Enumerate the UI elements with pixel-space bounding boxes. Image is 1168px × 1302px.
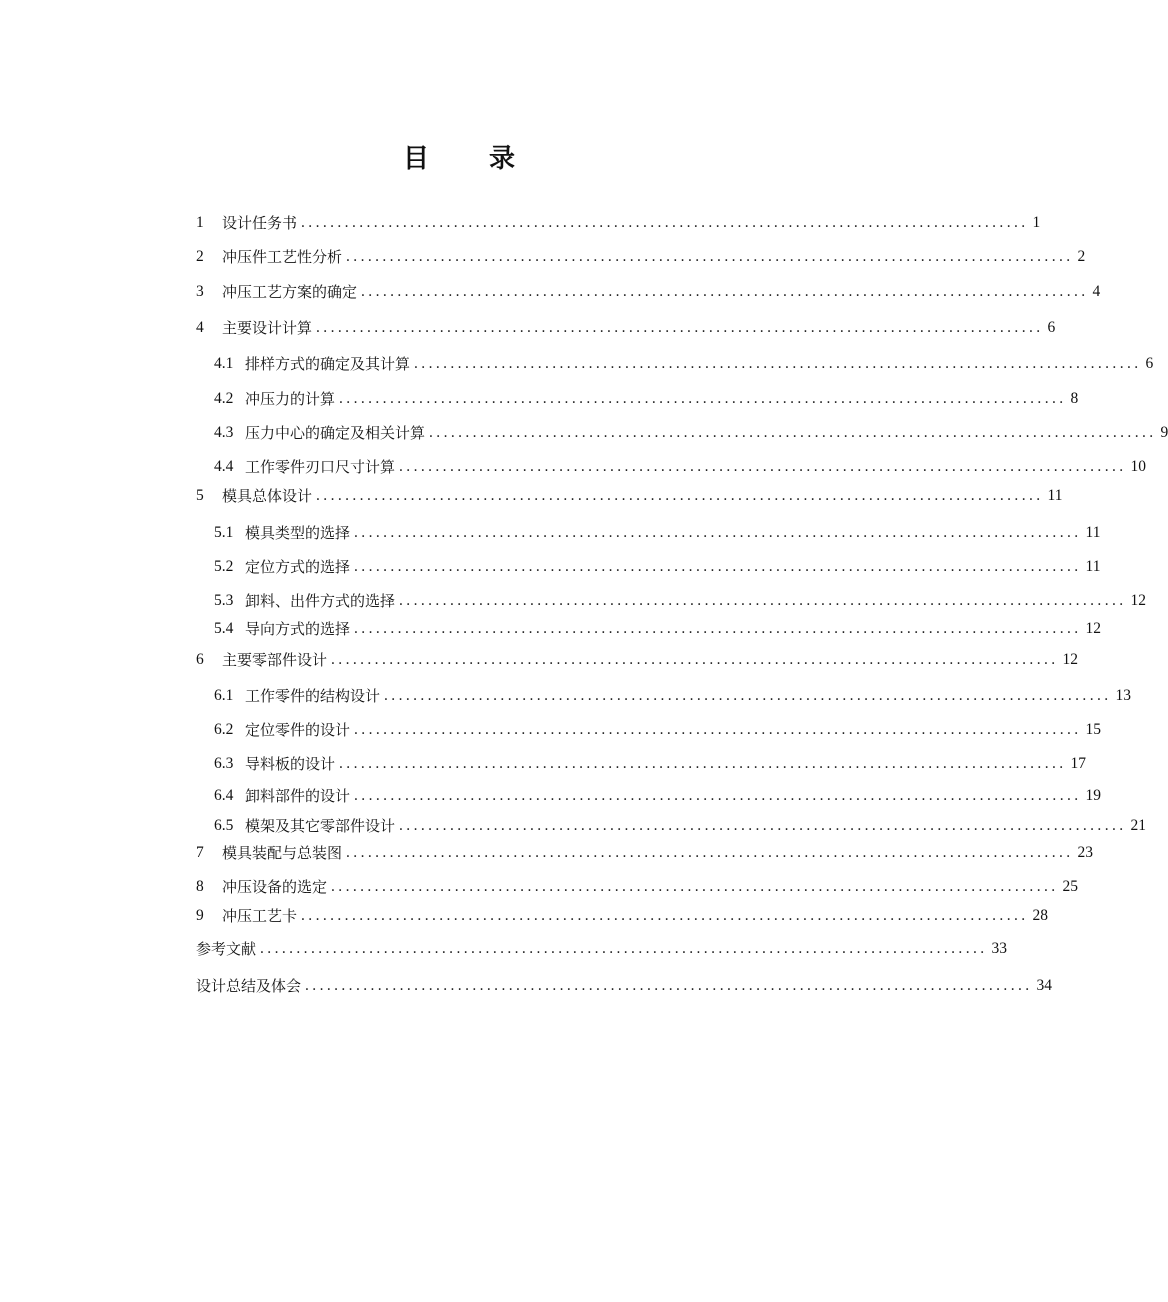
toc-entry-number: 2 — [196, 248, 204, 265]
toc-entry-number: 5 — [196, 487, 204, 504]
toc-entry-title: 设计任务书 — [222, 214, 298, 232]
toc-entry-title: 卸料、出件方式的选择 — [245, 592, 396, 610]
toc-subentry[interactable] — [214, 351, 1154, 375]
toc-entry-number: 5.3 — [214, 592, 234, 609]
dot-leader: .................................................................................................... — [260, 940, 988, 957]
toc-entry-title: 冲压件工艺性分析 — [222, 248, 343, 266]
dot-leader: .................................................................................................... — [339, 755, 1067, 772]
toc-entry[interactable] — [196, 840, 1094, 864]
toc-entry-number: 4.4 — [214, 458, 234, 475]
dot-leader: .................................................................................................... — [301, 907, 1029, 924]
toc-subentry[interactable] — [214, 520, 1101, 544]
dot-leader: .................................................................................................... — [346, 844, 1074, 861]
toc-entry-number: 5.1 — [214, 524, 234, 541]
toc-entry-title: 定位方式的选择 — [245, 558, 351, 576]
toc-subentry[interactable] — [214, 588, 1147, 612]
toc-entry-page: 12 — [1062, 651, 1079, 668]
dot-leader: .................................................................................................... — [399, 458, 1127, 475]
toc-entry-number: 4 — [196, 319, 204, 336]
toc-subentry[interactable] — [214, 616, 1102, 640]
dot-leader: .................................................................................................... — [354, 558, 1082, 575]
toc-entry-page: 28 — [1032, 907, 1049, 924]
toc-entry-number: 7 — [196, 844, 204, 861]
dot-leader: .................................................................................................... — [305, 977, 1033, 994]
toc-entry-page: 11 — [1047, 487, 1063, 504]
toc-entry-title: 排样方式的确定及其计算 — [245, 355, 411, 373]
toc-entry-title: 模具总体设计 — [222, 487, 313, 505]
toc-entry-page: 6 — [1145, 355, 1154, 372]
toc-subentry[interactable] — [214, 717, 1102, 741]
toc-subentry[interactable] — [214, 751, 1087, 775]
dot-leader: .................................................................................................... — [331, 651, 1059, 668]
toc-entry-title: 导向方式的选择 — [245, 620, 351, 638]
toc-entry-number: 4.2 — [214, 390, 234, 407]
dot-leader: .................................................................................................... — [339, 390, 1067, 407]
toc-entry-number: 9 — [196, 907, 204, 924]
toc-entry-page: 4 — [1092, 283, 1101, 300]
toc-entry-page: 25 — [1062, 878, 1079, 895]
dot-leader: .................................................................................................... — [384, 687, 1112, 704]
dot-leader: .................................................................................................... — [331, 878, 1059, 895]
dot-leader: .................................................................................................... — [354, 787, 1082, 804]
toc-entry-title: 模具类型的选择 — [245, 524, 351, 542]
dot-leader: .................................................................................................... — [346, 248, 1074, 265]
toc-entry-page: 10 — [1130, 458, 1147, 475]
toc-entry-page: 11 — [1085, 524, 1101, 541]
toc-entry[interactable] — [196, 315, 1056, 339]
toc-entry-title: 主要零部件设计 — [222, 651, 328, 669]
toc-subentry[interactable] — [214, 683, 1132, 707]
toc-entry-page: 33 — [991, 940, 1008, 957]
toc-entry-title: 压力中心的确定及相关计算 — [245, 424, 426, 442]
toc-entry-number: 4.3 — [214, 424, 234, 441]
toc-subentry[interactable] — [214, 783, 1102, 807]
toc-entry-page: 15 — [1085, 721, 1102, 738]
dot-leader: .................................................................................................... — [354, 524, 1082, 541]
toc-entry-title: 工作零件刃口尺寸计算 — [245, 458, 396, 476]
toc-entry-page: 8 — [1070, 390, 1079, 407]
dot-leader: .................................................................................................... — [316, 487, 1044, 504]
toc-entry-title: 冲压设备的选定 — [222, 878, 328, 896]
toc-entry-page: 12 — [1085, 620, 1102, 637]
toc-entry-number: 8 — [196, 878, 204, 895]
dot-leader: .................................................................................................... — [316, 319, 1044, 336]
toc-entry-page: 11 — [1085, 558, 1101, 575]
dot-leader: .................................................................................................... — [399, 592, 1127, 609]
toc-entry-page: 9 — [1160, 424, 1168, 441]
toc-entry-title: 定位零件的设计 — [245, 721, 351, 739]
toc-subentry[interactable] — [214, 554, 1101, 578]
toc-subentry[interactable] — [214, 454, 1147, 478]
toc-subentry[interactable] — [214, 813, 1147, 837]
toc-entry-number: 5.4 — [214, 620, 234, 637]
title-char-1: 目 — [402, 144, 431, 174]
toc-entry-page: 1 — [1032, 214, 1041, 231]
toc-entry-number: 6.3 — [214, 755, 234, 772]
toc-entry-title: 工作零件的结构设计 — [245, 687, 381, 705]
toc-entry-number: 1 — [196, 214, 204, 231]
title-char-2: 录 — [489, 144, 518, 174]
toc-entry-page: 12 — [1130, 592, 1147, 609]
toc-entry-number: 6.5 — [214, 817, 234, 834]
toc-entry[interactable] — [196, 903, 1049, 927]
dot-leader: .................................................................................................... — [301, 214, 1029, 231]
toc-entry-number: 6.4 — [214, 787, 234, 804]
toc-entry-page: 13 — [1115, 687, 1132, 704]
toc-entry[interactable] — [196, 936, 1008, 960]
toc-entry-title: 导料板的设计 — [245, 755, 336, 773]
dot-leader: .................................................................................................... — [354, 721, 1082, 738]
toc-entry-title: 设计总结及体会 — [196, 977, 302, 995]
toc-entry-page: 19 — [1085, 787, 1102, 804]
toc-entry[interactable] — [196, 244, 1086, 268]
toc-entry[interactable] — [196, 647, 1079, 671]
toc-entry-page: 21 — [1130, 817, 1147, 834]
toc-entry-title: 主要设计计算 — [222, 319, 313, 337]
toc-entry-page: 2 — [1077, 248, 1086, 265]
toc-entry-page: 34 — [1036, 977, 1053, 994]
toc-entry-number: 5.2 — [214, 558, 234, 575]
dot-leader: .................................................................................................... — [354, 620, 1082, 637]
toc-entry-title: 冲压力的计算 — [245, 390, 336, 408]
toc-entry-title: 模具装配与总装图 — [222, 844, 343, 862]
toc-entry[interactable] — [196, 973, 1053, 997]
toc-entry-page: 23 — [1077, 844, 1094, 861]
dot-leader: .................................................................................................... — [361, 283, 1089, 300]
dot-leader: .................................................................................................... — [399, 817, 1127, 834]
toc-entry-title: 冲压工艺方案的确定 — [222, 283, 358, 301]
dot-leader: .................................................................................................... — [414, 355, 1142, 372]
toc-entry-page: 6 — [1047, 319, 1056, 336]
dot-leader: .................................................................................................... — [429, 424, 1157, 441]
toc-entry[interactable] — [196, 279, 1101, 303]
toc-entry[interactable] — [196, 483, 1063, 507]
toc-entry-number: 4.1 — [214, 355, 234, 372]
toc-entry-title: 冲压工艺卡 — [222, 907, 298, 925]
toc-entry-title: 卸料部件的设计 — [245, 787, 351, 805]
toc-entry-number: 3 — [196, 283, 204, 300]
toc-subentry[interactable] — [214, 386, 1079, 410]
toc-entry-page: 17 — [1070, 755, 1087, 772]
toc-entry[interactable] — [196, 210, 1041, 234]
toc-subentry[interactable] — [214, 420, 1168, 444]
toc-entry-number: 6.1 — [214, 687, 234, 704]
toc-entry[interactable] — [196, 874, 1079, 898]
toc-entry-number: 6.2 — [214, 721, 234, 738]
toc-entry-title: 参考文献 — [196, 940, 257, 958]
toc-entry-title: 模架及其它零部件设计 — [245, 817, 396, 835]
toc-entry-number: 6 — [196, 651, 204, 668]
